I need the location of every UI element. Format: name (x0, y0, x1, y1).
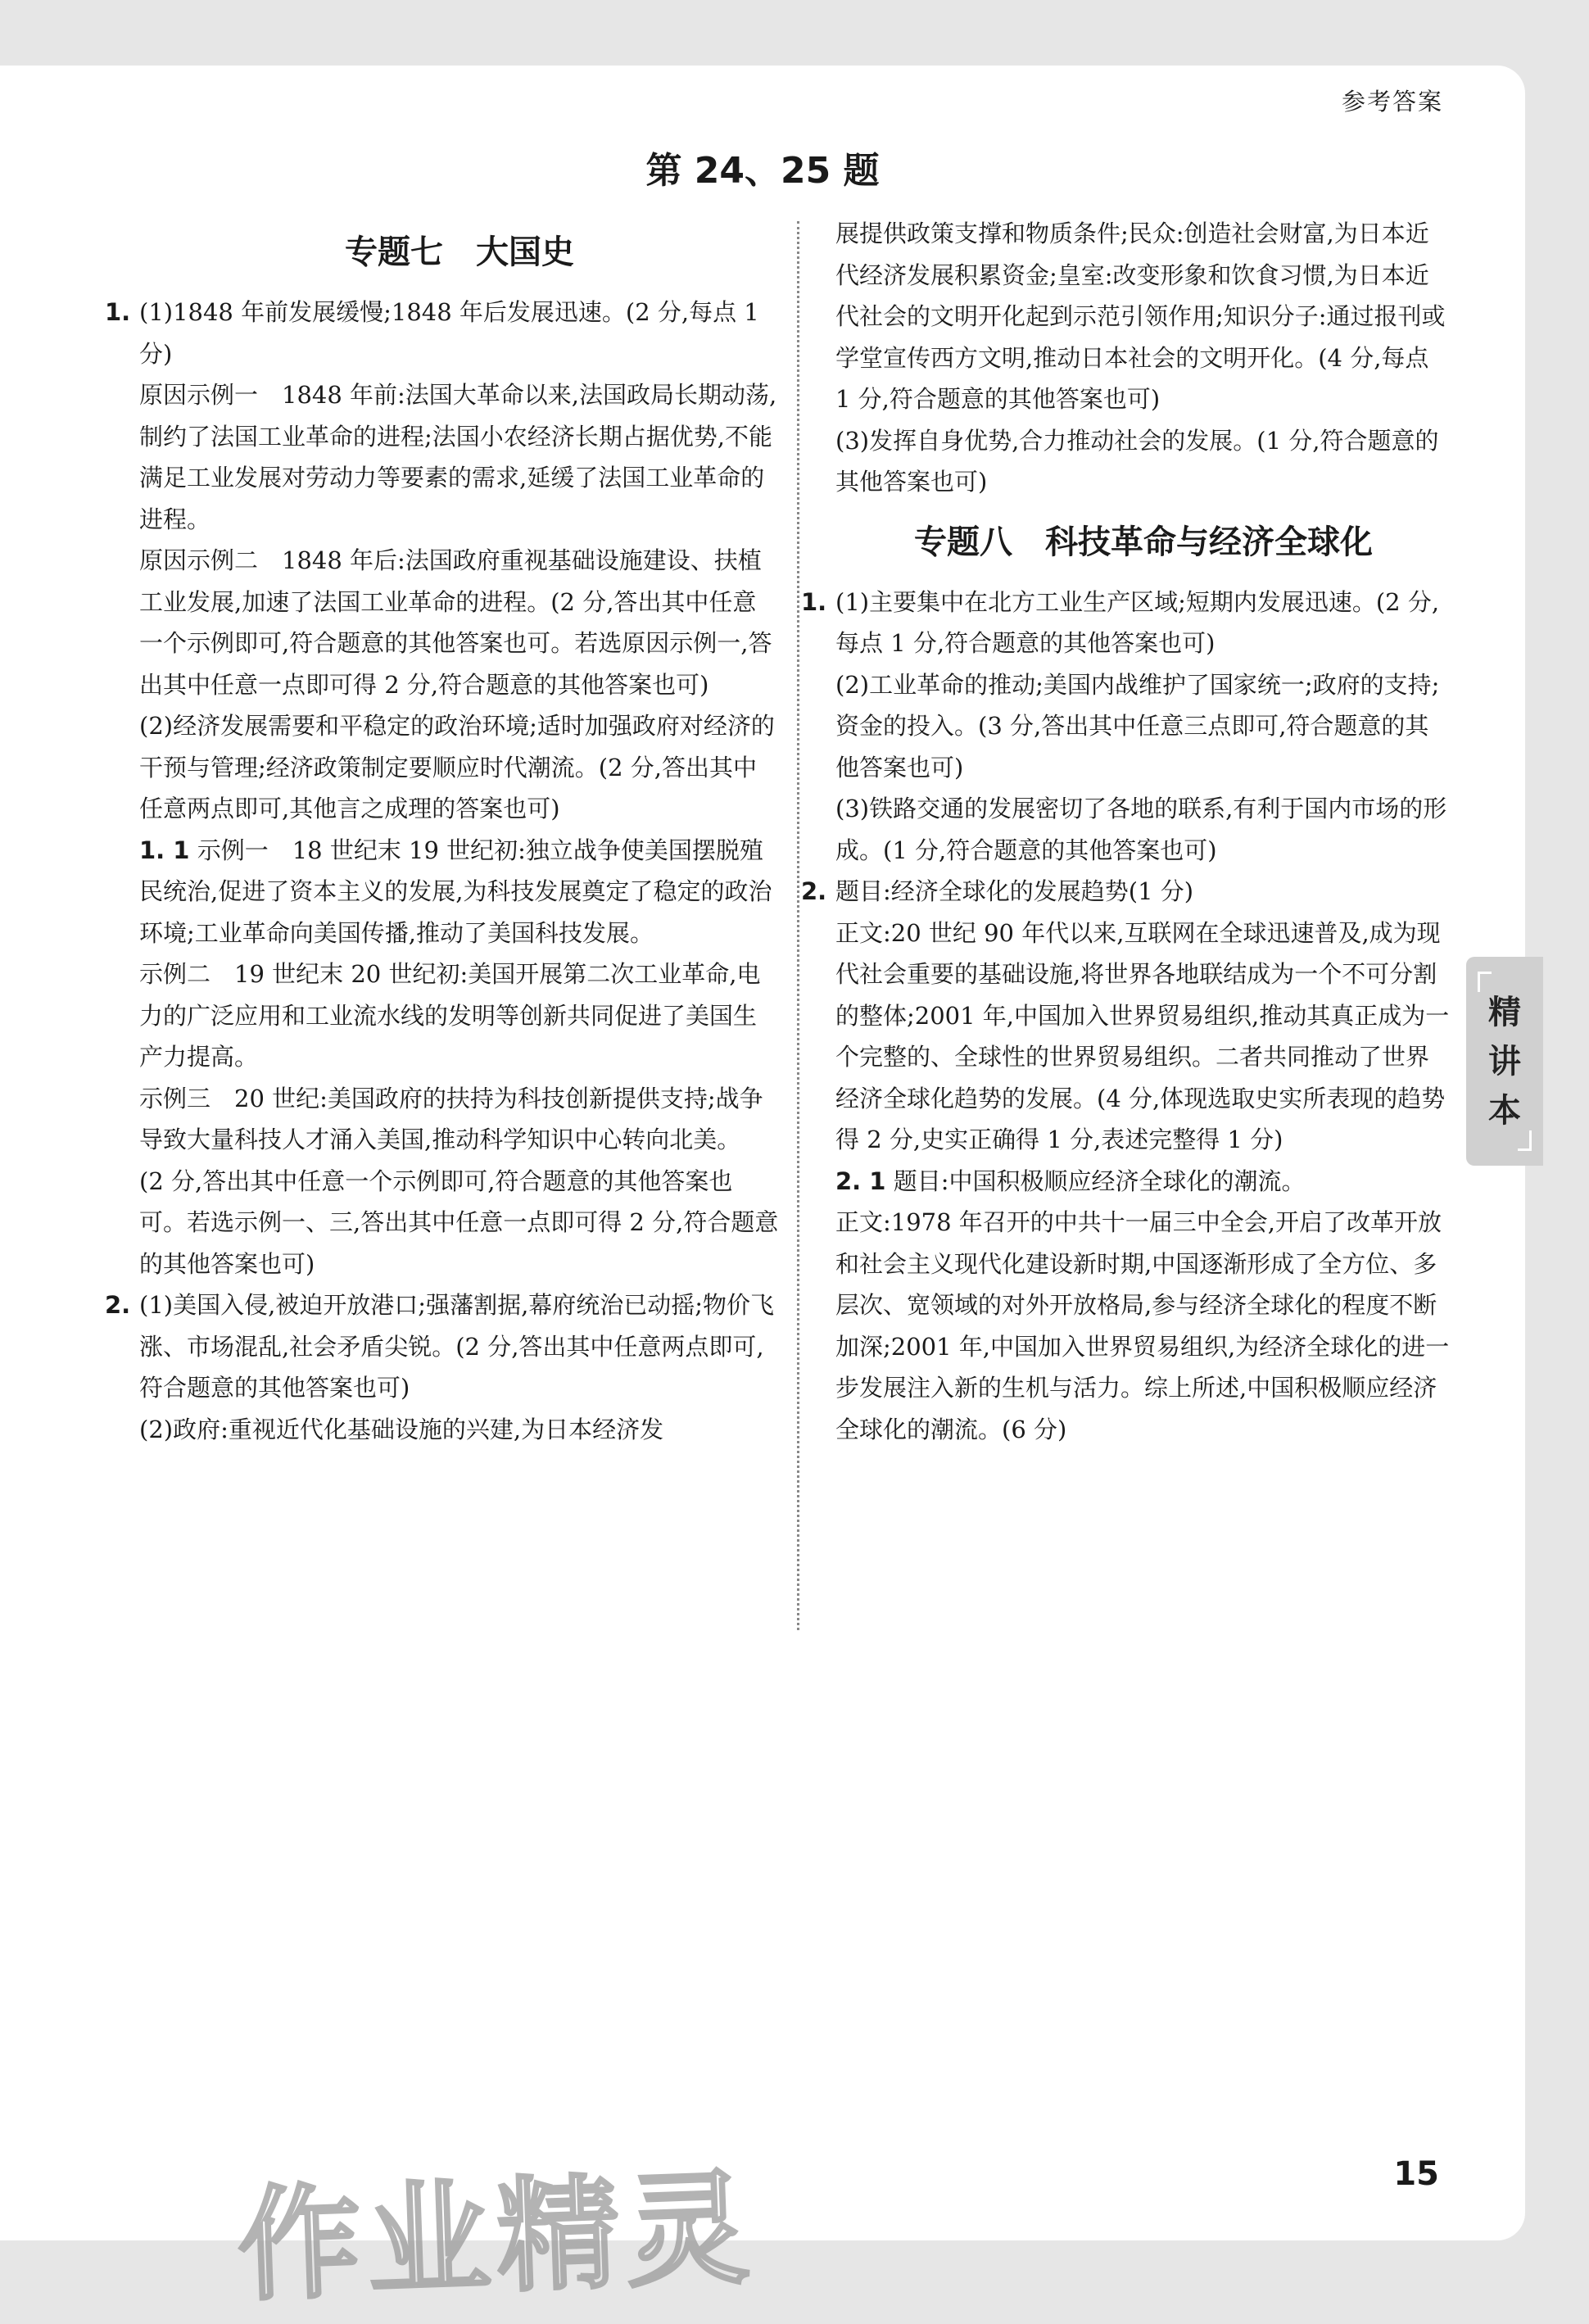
question-2 (105, 1284, 780, 1450)
answer-text: 示例一 18 世纪末 19 世纪初:独立战争使美国摆脱殖民统治,促进了资本主义的发展,为科技发展奠定了稳定的政治环境;工业革命向美国传播,推动了美国科技发展。 (139, 836, 772, 947)
watermark: 作业精灵 (235, 2158, 758, 2318)
question-2 (801, 871, 1451, 1161)
answer-paragraph: (2 分,答出其中任意一个示例即可,符合题意的其他答案也可。若选示例一、三,答出其中任意一点即可得 2 分,符合题意的其他答案也可) (139, 1167, 779, 1278)
bracket-decoration (1518, 1130, 1532, 1151)
answer-paragraph: 正文:20 世纪 90 年代以来,互联网在全球迅速普及,成为现代社会重要的基础设施,将世界各地联结成为一个不可分割的整体;2001 年,中国加入世界贸易组织,推动其真正成为一个完整的、全球性的世界贸易组织。二者共同推动了世界经济全球化趋势的发展。(4 分,体现选取史实所表现的趋势得 2 分,史实正确得 1 分,表述完整得 1 分) (835, 918, 1450, 1153)
answer-paragraph: (1)主要集中在北方工业生产区域;短期内发展迅速。(2 分,每点 1 分,符合题意的其他答案也可) (835, 587, 1440, 657)
sub-question-number: 2. 1 (835, 1167, 886, 1195)
answer-page (0, 66, 1525, 2318)
question-number: 1. (105, 298, 131, 326)
column-divider (797, 221, 799, 1630)
answer-paragraph: 原因示例一 1848 年前:法国大革命以来,法国政局长期动荡,制约了法国工业革命的进程;法国小农经济长期占据优势,不能满足工业发展对劳动力等要素的需求,延缓了法国工业革命的进程。 (139, 381, 777, 533)
question-number: 2. (801, 877, 827, 905)
right-column (801, 213, 1451, 1450)
answer-paragraph: 正文:1978 年召开的中共十一届三中全会,开启了改革开放和社会主义现代化建设新时期,中国逐渐形成了全方位、多层次、宽领域的对外开放格局,参与经济全球化的程度不断加深;2001 年,中国加入世界贸易组织,为经济全球化的进一步发展注入新的生机与活力。综上所述,中国积极顺应经济全球化的潮流。(6 分) (835, 1208, 1450, 1443)
question-1 (105, 292, 780, 830)
page-number: 15 (1393, 2155, 1439, 2193)
side-tab[interactable] (1466, 957, 1543, 1166)
header-label: 参考答案 (1341, 88, 1443, 116)
question-number: 2. (105, 1291, 131, 1319)
answer-paragraph: (1)美国入侵,被迫开放港口;强藩割据,幕府统治已动摇;物价飞涨、市场混乱,社会矛盾尖锐。(2 分,答出其中任意两点即可,符合题意的其他答案也可) (139, 1291, 775, 1402)
question-1 (801, 582, 1451, 872)
answer-paragraph: 示例三 20 世纪:美国政府的扶持为科技创新提供支持;战争导致大量科技人才涌入美国,推动科学知识中心转向北美。 (139, 1084, 763, 1153)
topic-title-eight: 专题八 科技革命与经济全球化 (914, 523, 1373, 561)
answer-paragraph: (1)1848 年前发展缓慢;1848 年后发展迅速。(2 分,每点 1 分) (139, 298, 759, 368)
answer-paragraph: 原因示例二 1848 年后:法国政府重视基础设施建设、扶植工业发展,加速了法国工业革命的进程。(2 分,答出其中任意一个示例即可,符合题意的其他答案也可。若选原因示例一,答出其中任意一点即可得 2 分,符合题意的其他答案也可) (139, 546, 772, 699)
sub-question-number: 1. 1 (139, 836, 190, 864)
question-2-1 (835, 1161, 1451, 1451)
answer-paragraph: (2)工业革命的推动;美国内战维护了国家统一;政府的支持;资金的投入。(3 分,答出其中任意三点即可,符合题意的其他答案也可) (835, 670, 1440, 781)
answer-paragraph (835, 1161, 1451, 1203)
question-number: 1. (801, 587, 827, 616)
answer-paragraph: (3)铁路交通的发展密切了各地的联系,有利于国内市场的形成。(1 分,符合题意的其他答案也可) (835, 795, 1447, 864)
answer-paragraph: (3)发挥自身优势,合力推动社会的发展。(1 分,符合题意的其他答案也可) (835, 426, 1439, 496)
answer-paragraph: (2)政府:重视近代化基础设施的兴建,为日本经济发 (139, 1415, 664, 1443)
question-2-continued (835, 213, 1451, 503)
side-tab-char: 精 (1488, 993, 1521, 1031)
bracket-decoration (1478, 972, 1492, 992)
topic-title-seven: 专题七 大国史 (345, 233, 574, 271)
answer-paragraph: 展提供政策支撑和物质条件;民众:创造社会财富,为日本近代经济发展积累资金;皇室:改变形象和饮食习惯,为日本近代社会的文明开化起到示范引领作用;知识分子:通过报刊或学堂宣传西方文明,推动日本社会的文明开化。(4 分,每点 1 分,符合题意的其他答案也可) (835, 220, 1446, 413)
side-tab-char: 讲 (1488, 1042, 1521, 1080)
answer-paragraph: 示例二 19 世纪末 20 世纪初:美国开展第二次工业革命,电力的广泛应用和工业流水线的发明等创新共同促进了美国生产力提高。 (139, 960, 761, 1071)
left-column (105, 213, 780, 1450)
question-1-1 (139, 830, 780, 1285)
side-tab-char: 本 (1488, 1091, 1521, 1130)
answer-text: 题目:中国积极顺应经济全球化的潮流。 (893, 1167, 1306, 1195)
answer-paragraph: (2)经济发展需要和平稳定的政治环境;适时加强政府对经济的干预与管理;经济政策制定要顺应时代潮流。(2 分,答出其中任意两点即可,其他言之成理的答案也可) (139, 712, 775, 822)
answer-paragraph (139, 830, 780, 954)
section-title: 第 24、25 题 (645, 150, 880, 192)
answer-paragraph: 题目:经济全球化的发展趋势(1 分) (835, 877, 1194, 905)
